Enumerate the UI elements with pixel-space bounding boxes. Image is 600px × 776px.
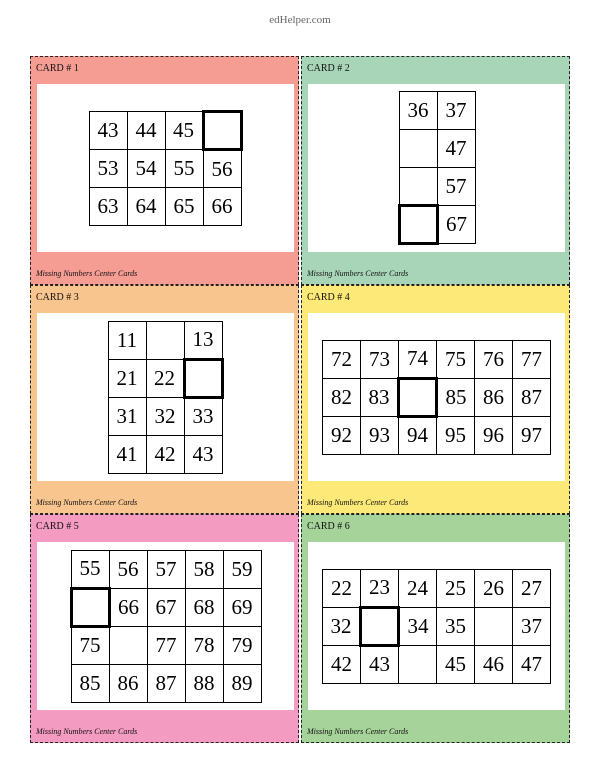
blank-cell [399,130,437,168]
number-cell: 37 [513,607,551,645]
number-cell: 85 [71,664,109,702]
number-cell: 86 [475,378,513,416]
number-cell: 56 [203,150,241,188]
card-4 [301,285,570,514]
number-grid [108,321,224,474]
number-cell: 25 [437,569,475,607]
number-cell: 92 [323,416,361,454]
card-panel [37,313,294,481]
site-header[interactable]: edHelper.com [269,14,331,26]
number-cell: 75 [437,340,475,378]
number-cell: 93 [361,416,399,454]
card-title: CARD # 1 [36,63,79,74]
missing-number-target-cell [399,206,437,244]
number-grid [398,91,476,245]
card-footer: Missing Numbers Center Cards [307,727,409,736]
number-cell: 46 [475,645,513,683]
number-cell: 44 [127,112,165,150]
number-cell: 88 [185,664,223,702]
number-cell: 45 [165,112,203,150]
grid-row [399,168,475,206]
grid-row [323,378,551,416]
card-3 [30,285,299,514]
number-grid [70,550,262,703]
number-cell: 42 [323,645,361,683]
number-cell: 96 [475,416,513,454]
number-cell: 56 [109,550,147,588]
number-cell: 31 [108,397,146,435]
number-cell: 85 [437,378,475,416]
grid-row [71,550,261,588]
number-cell: 57 [147,550,185,588]
grid-row [108,397,222,435]
card-title: CARD # 2 [307,63,350,74]
number-cell: 37 [437,92,475,130]
number-cell: 59 [223,550,261,588]
number-cell: 27 [513,569,551,607]
card-footer: Missing Numbers Center Cards [36,727,138,736]
number-cell: 36 [399,92,437,130]
number-cell: 76 [475,340,513,378]
grid-row [89,112,241,150]
number-cell: 67 [437,206,475,244]
number-cell: 35 [437,607,475,645]
number-cell: 45 [437,645,475,683]
grid-row [323,340,551,378]
number-grid [322,569,551,684]
card-panel [308,542,565,710]
number-cell: 69 [223,588,261,626]
card-title: CARD # 4 [307,292,350,303]
grid-row [399,92,475,130]
blank-cell [146,321,184,359]
grid-row [399,130,475,168]
number-cell: 86 [109,664,147,702]
number-cell: 22 [323,569,361,607]
card-2 [301,56,570,285]
number-cell: 87 [147,664,185,702]
number-cell: 43 [361,645,399,683]
number-cell: 94 [399,416,437,454]
grid-row [323,416,551,454]
blank-cell [399,168,437,206]
grid-row [89,188,241,226]
grid-row [108,435,222,473]
number-cell: 41 [108,435,146,473]
number-cell: 64 [127,188,165,226]
number-cell: 24 [399,569,437,607]
number-cell: 57 [437,168,475,206]
grid-row [323,607,551,645]
number-cell: 83 [361,378,399,416]
missing-number-target-cell [203,112,241,150]
blank-cell [475,607,513,645]
number-cell: 78 [185,626,223,664]
card-1 [30,56,299,285]
number-cell: 47 [437,130,475,168]
number-cell: 26 [475,569,513,607]
grid-row [108,321,222,359]
number-grid [89,110,243,226]
card-6 [301,514,570,743]
number-cell: 23 [361,569,399,607]
number-cell: 75 [71,626,109,664]
card-title: CARD # 5 [36,521,79,532]
card-footer: Missing Numbers Center Cards [36,269,138,278]
number-cell: 74 [399,340,437,378]
grid-row [323,645,551,683]
number-cell: 72 [323,340,361,378]
missing-number-target-cell [184,359,222,397]
card-panel [37,84,294,252]
grid-row [399,206,475,244]
missing-number-target-cell [361,607,399,645]
card-panel [308,84,565,252]
number-cell: 63 [89,188,127,226]
number-cell: 82 [323,378,361,416]
grid-row [89,150,241,188]
number-cell: 97 [513,416,551,454]
grid-row [108,359,222,397]
number-cell: 66 [203,188,241,226]
blank-cell [399,645,437,683]
number-cell: 65 [165,188,203,226]
grid-row [71,664,261,702]
number-cell: 13 [184,321,222,359]
card-5 [30,514,299,743]
number-cell: 55 [165,150,203,188]
card-footer: Missing Numbers Center Cards [36,498,138,507]
grid-row [71,626,261,664]
card-title: CARD # 6 [307,521,350,532]
number-cell: 21 [108,359,146,397]
number-cell: 22 [146,359,184,397]
grid-row [323,569,551,607]
card-footer: Missing Numbers Center Cards [307,498,409,507]
number-cell: 66 [109,588,147,626]
number-cell: 32 [146,397,184,435]
number-grid [322,340,551,455]
number-cell: 67 [147,588,185,626]
number-cell: 73 [361,340,399,378]
number-cell: 11 [108,321,146,359]
number-cell: 54 [127,150,165,188]
card-panel [37,542,294,710]
number-cell: 77 [513,340,551,378]
cards-sheet [30,56,570,743]
number-cell: 79 [223,626,261,664]
card-footer: Missing Numbers Center Cards [307,269,409,278]
number-cell: 43 [184,435,222,473]
number-cell: 32 [323,607,361,645]
card-panel [308,313,565,481]
number-cell: 42 [146,435,184,473]
number-cell: 34 [399,607,437,645]
number-cell: 53 [89,150,127,188]
number-cell: 95 [437,416,475,454]
number-cell: 43 [89,112,127,150]
card-title: CARD # 3 [36,292,79,303]
number-cell: 77 [147,626,185,664]
number-cell: 89 [223,664,261,702]
blank-cell [109,626,147,664]
grid-row [71,588,261,626]
number-cell: 87 [513,378,551,416]
number-cell: 68 [185,588,223,626]
number-cell: 58 [185,550,223,588]
number-cell: 47 [513,645,551,683]
number-cell: 55 [71,550,109,588]
missing-number-target-cell [399,378,437,416]
number-cell: 33 [184,397,222,435]
missing-number-target-cell [71,588,109,626]
